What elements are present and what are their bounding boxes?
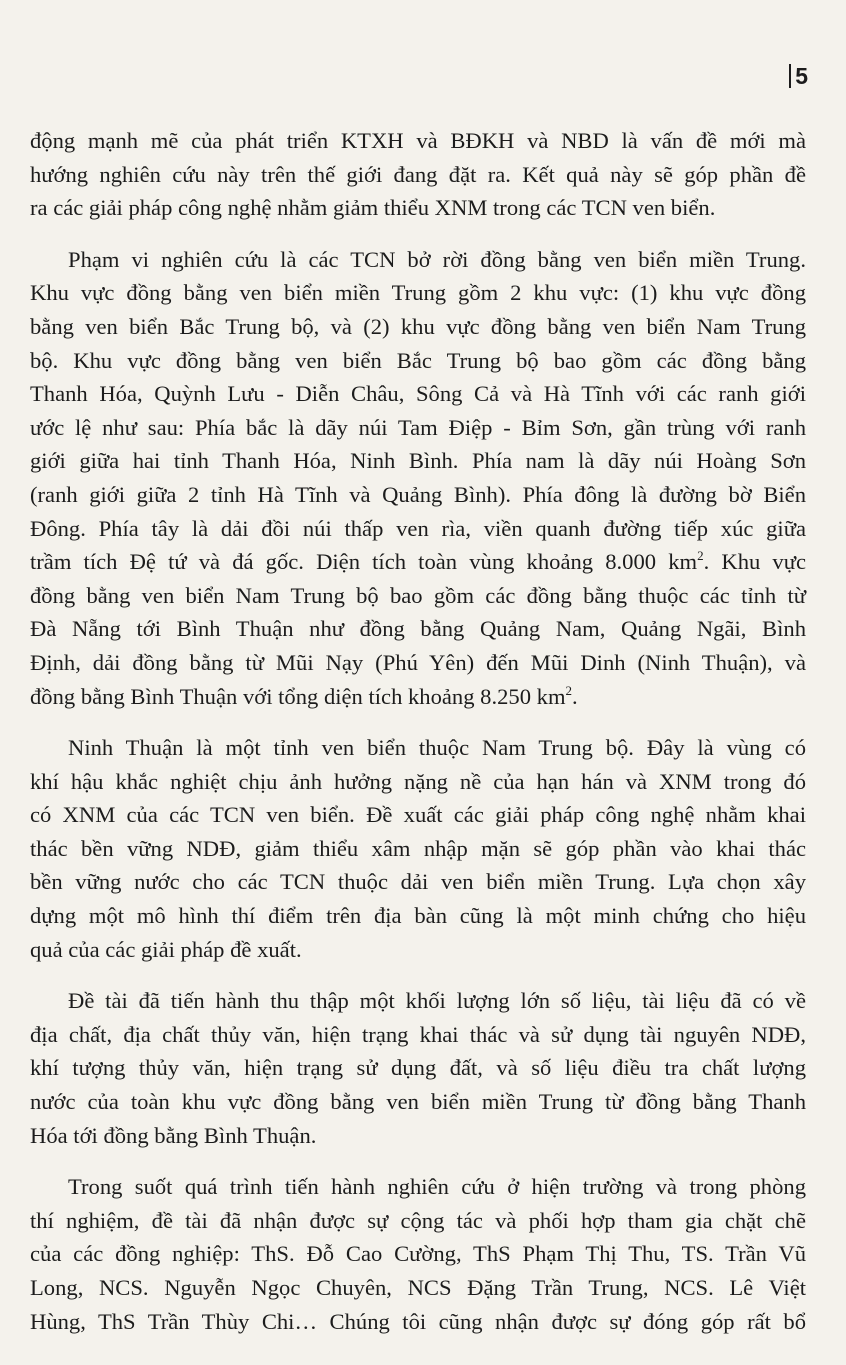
text-line: có XNM của các TCN ven biển. Đề xuất các giải pháp công nghệ nhằm khai	[30, 802, 806, 828]
text-line: (ranh giới giữa 2 tỉnh Hà Tĩnh và Quảng Bình). Phía đông là đường bờ Biển	[30, 481, 806, 507]
text-line: Hóa tới đồng bằng Bình Thuận.	[30, 1122, 317, 1148]
text-line: bằng ven biển Bắc Trung bộ, và (2) khu vực đồng bằng ven biển Nam Trung	[30, 313, 806, 339]
text-line: Đề tài đã tiến hành thu thập một khối lượng lớn số liệu, tài liệu đã có về	[68, 988, 806, 1014]
text-segment: trầm tích Đệ tứ và đá gốc. Diện tích toàn vùng khoảng 8.000 km	[30, 549, 698, 575]
text-segment: . Khu vực	[703, 549, 806, 575]
text-line: khí hậu khắc nghiệt chịu ảnh hưởng nặng nề của hạn hán và XNM trong đó	[30, 768, 806, 794]
text-line: Ninh Thuận là một tỉnh ven biển thuộc Nam Trung bộ. Đây là vùng có	[68, 735, 806, 761]
text-line: Phạm vi nghiên cứu là các TCN bở rời đồng bằng ven biển miền Trung.	[68, 246, 806, 272]
text-line: của các đồng nghiệp: ThS. Đỗ Cao Cường, ThS Phạm Thị Thu, TS. Trần Vũ	[30, 1241, 806, 1267]
paragraph-3	[30, 731, 806, 966]
text-line: dựng một mô hình thí điểm trên địa bàn cũng là một minh chứng cho hiệu	[30, 903, 806, 929]
text-line: Đà Nẵng tới Bình Thuận như đồng bằng Quảng Nam, Quảng Ngãi, Bình	[30, 616, 806, 642]
text-line: nước của toàn khu vực đồng bằng ven biển miền Trung từ đồng bằng Thanh	[30, 1089, 806, 1115]
text-line: bền vững nước cho các TCN thuộc dải ven biển miền Trung. Lựa chọn xây	[30, 869, 806, 895]
text-line: giới giữa hai tỉnh Thanh Hóa, Ninh Bình. Phía nam là dãy núi Hoàng Sơn	[30, 448, 806, 474]
text-line: Long, NCS. Nguyễn Ngọc Chuyên, NCS Đặng Trần Trung, NCS. Lê Việt	[30, 1275, 806, 1300]
text-line: thác bền vững NDĐ, giảm thiểu xâm nhập mặn sẽ góp phần vào khai thác	[30, 835, 806, 861]
text-line-with-superscript	[30, 680, 806, 714]
superscript: 2	[565, 682, 573, 698]
paragraph-5	[30, 1170, 806, 1338]
text-line: Thanh Hóa, Quỳnh Lưu - Diễn Châu, Sông Cả và Hà Tĩnh với các ranh giới	[30, 381, 806, 407]
text-line: Trong suốt quá trình tiến hành nghiên cứu ở hiện trường và trong phòng	[68, 1174, 806, 1200]
text-line: Đông. Phía tây là dải đồi núi thấp ven rìa, viền quanh đường tiếp xúc giữa	[30, 515, 806, 541]
paragraph-2	[30, 243, 806, 713]
text-line: thí nghiệm, đề tài đã nhận được sự cộng tác và phối hợp tham gia chặt chẽ	[30, 1207, 806, 1233]
text-line: quả của các giải pháp đề xuất.	[30, 936, 302, 962]
text-line: đồng bằng ven biển Nam Trung bộ bao gồm các đồng bằng thuộc các tỉnh từ	[30, 582, 806, 608]
text-line: Định, dải đồng bằng từ Mũi Nạy (Phú Yên) đến Mũi Dinh (Ninh Thuận), và	[30, 649, 806, 675]
page-number	[789, 62, 808, 90]
text-line: ước lệ như sau: Phía bắc là dãy núi Tam Điệp - Bỉm Sơn, gần trùng với ranh	[30, 414, 806, 440]
paragraph-4	[30, 984, 806, 1152]
page-number-value: 5	[795, 63, 808, 89]
text-line-with-superscript	[30, 545, 806, 579]
body-text	[30, 124, 806, 1356]
page-number-bar	[789, 64, 791, 88]
text-line: hướng nghiên cứu này trên thế giới đang đặt ra. Kết quả này sẽ góp phần đề	[30, 161, 806, 187]
text-line: bộ. Khu vực đồng bằng ven biển Bắc Trung bộ bao gồm các đồng bằng	[30, 347, 806, 373]
text-line: khí tượng thủy văn, hiện trạng sử dụng đất, và số liệu điều tra chất lượng	[30, 1055, 806, 1081]
text-line: ra các giải pháp công nghệ nhằm giảm thiểu XNM trong các TCN ven biển.	[30, 195, 716, 221]
text-line: động mạnh mẽ của phát triển KTXH và BĐKH và NBD là vấn đề mới mà	[30, 128, 806, 153]
paragraph-1	[30, 124, 806, 225]
text-line: Khu vực đồng bằng ven biển miền Trung gồm 2 khu vực: (1) khu vực đồng	[30, 280, 806, 306]
text-segment: .	[572, 683, 578, 709]
text-line: Hùng, ThS Trần Thùy Chi… Chúng tôi cũng nhận được sự đóng góp rất bổ	[30, 1308, 806, 1334]
text-segment: đồng bằng Bình Thuận với tổng diện tích khoảng 8.250 km	[30, 683, 566, 709]
superscript: 2	[697, 548, 704, 564]
text-line: địa chất, địa chất thủy văn, hiện trạng khai thác và sử dụng tài nguyên NDĐ,	[30, 1021, 806, 1047]
